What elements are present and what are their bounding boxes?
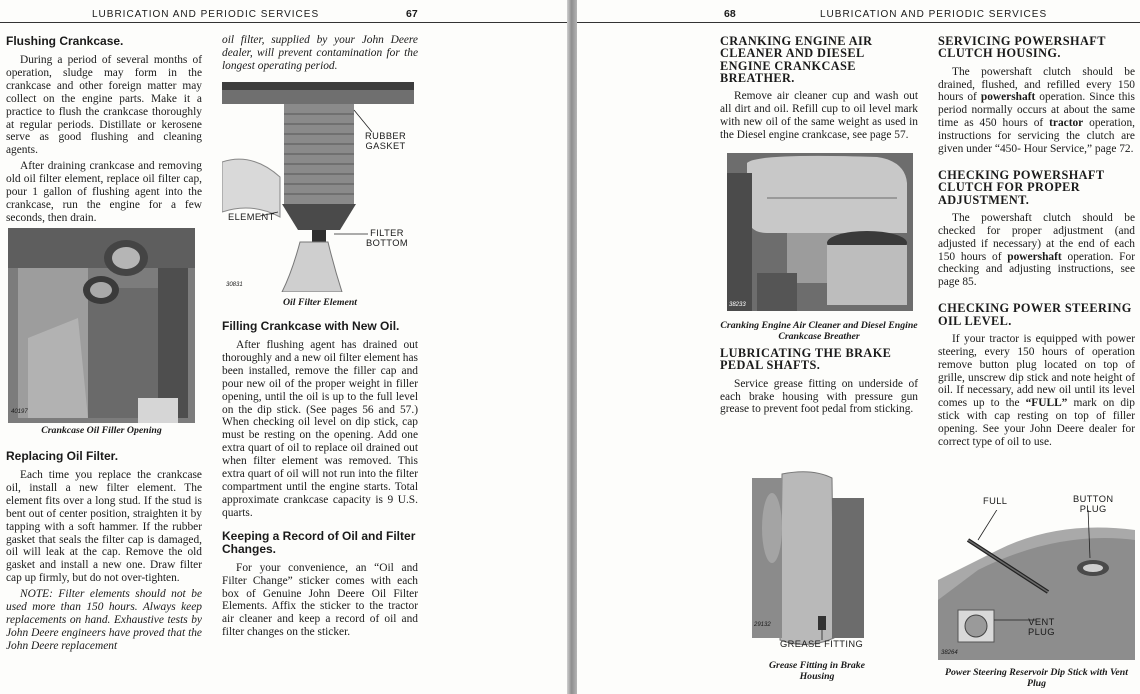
section-title-steering: CHECKING POWER STEERING OIL LEVEL.: [938, 301, 1132, 328]
figure-caption: Oil Filter Element: [282, 297, 358, 308]
note-continued: oil filter, supplied by your John Deere dealer, will prevent contamination for the longest operating period.: [222, 34, 418, 72]
right-column-1: [720, 35, 918, 142]
figure-number: 40197: [11, 409, 28, 415]
section-title-record: Keeping a Record of Oil and Filter Changes.: [222, 528, 416, 556]
figure-caption: Cranking Engine Air Cleaner and Diesel Engine Crankcase Breather: [720, 320, 918, 342]
text-span: The powershaft clutch should be drained, flushed, and refilled every 150 hours of: [938, 65, 1135, 104]
brake-housing-photo: [752, 468, 864, 650]
emphasis: powershaft: [980, 91, 1036, 104]
text-span: If your tractor is equipped with power steering, every 150 hours of operation remove button plug located on top of grille, unscrew dip stick and note height of oil. If necessary, add new oil until its level comes up to the: [938, 332, 1135, 410]
paragraph: [938, 333, 1135, 449]
header-rule: [0, 22, 567, 23]
section-title-filling: Filling Crankcase with New Oil.: [222, 319, 400, 333]
book-gutter: [567, 0, 577, 694]
page-number: 67: [406, 8, 418, 20]
left-page: [0, 0, 567, 694]
running-header: LUBRICATION AND PERIODIC SERVICES: [820, 9, 1048, 20]
running-header: LUBRICATION AND PERIODIC SERVICES: [92, 9, 320, 20]
section-title-brake: LUBRICATING THE BRAKE PEDAL SHAFTS.: [720, 346, 892, 373]
vent-plug-label: VENT PLUG: [1028, 617, 1055, 637]
section-title-replacing: Replacing Oil Filter.: [6, 449, 119, 463]
right-column-1-lower: [720, 347, 918, 416]
figure-number: 30831: [226, 282, 243, 288]
paragraph: Service grease fitting on underside of each brake housing with pressure gun grease to prevent foot pedal from sticking.: [720, 377, 918, 416]
paragraph: During a period of several months of operation, sludge may form in the crankcase and other foreign matter may collect on the engine parts. Make it a practice to flush the crankcase thoroughly at regular periods. Distillate or kerosene serve as good flushing and cleaning agents.: [6, 54, 202, 157]
paragraph: [938, 212, 1135, 289]
figure-number: 29132: [754, 622, 771, 628]
filter-bottom-label: FILTER BOTTOM: [366, 228, 408, 248]
rubber-gasket-label: RUBBER GASKET: [365, 131, 407, 151]
section-title-adjustment: CHECKING POWERSHAFT CLUTCH FOR PROPER ADJUSTMENT.: [938, 167, 1105, 207]
left-column-1-lower: [6, 450, 202, 653]
left-column-1: [6, 35, 202, 225]
left-column-2: [222, 34, 418, 73]
emphasis: powershaft: [1007, 250, 1062, 263]
left-column-2-lower: [222, 320, 418, 639]
right-page: [577, 0, 1140, 694]
oil-filter-element-photo: [222, 82, 414, 292]
paragraph: For your convenience, an “Oil and Filter Change” sticker comes with each box of Genuine John Deere Oil Filter Elements. Affix the sticker to the tractor air cleaner and keep a record of oil and filter changes on the sticker.: [222, 561, 418, 639]
note-paragraph: NOTE: Filter elements should not be used more than 150 hours. Always keep replacements on hand. Exhaustive tests by John Deere engineers have proved that the John Deere replacement: [6, 588, 202, 652]
grease-fitting-label: GREASE FITTING: [780, 639, 864, 649]
button-plug-label: BUTTON PLUG: [1073, 494, 1114, 514]
emphasis: “FULL”: [1025, 397, 1068, 410]
paragraph: After flushing agent has drained out thoroughly and a new oil filter element has been installed, remove the filler cap and pour new oil of the proper weight in filler opening, until the oil is up to the full level on the dip stick. (See pages 56 and 57.) When checking oil level on dip stick, cap must be resting on the opening. Add one extra quart of oil to replace oil drained out when filter element was removed. This extra quart of oil will not run into the filter compartment until the engine starts. Total approximate crankcase capacity is 9 U.S. quarts.: [222, 339, 418, 519]
paragraph: [938, 66, 1135, 156]
text-span: operation. For checking and adjusting instructions, see page 85.: [938, 250, 1135, 289]
header-rule: [577, 22, 1140, 23]
figure-caption: Crankcase Oil Filler Opening: [41, 425, 162, 436]
figure-number: 38233: [729, 302, 746, 308]
text-span: mark on dip stick with cap resting on top of filler opening. See your John Deere dealer for correct type of oil to use.: [938, 397, 1135, 449]
right-column-2: [938, 35, 1135, 449]
paragraph: After draining crankcase and removing old oil filter element, replace oil filter cap, pour 1 gallon of flushing agent into the crankcase, run the engine for a few seconds, then drain.: [6, 160, 202, 224]
section-title-clutch: SERVICING POWERSHAFT CLUTCH HOUSING.: [938, 34, 1106, 61]
text-span: operation. Since this period normally occurs at about the same time as 450 hours of: [938, 91, 1135, 130]
crankcase-oil-filler-photo: [8, 228, 195, 423]
section-title-cranking: CRANKING ENGINE AIR CLEANER AND DIESEL ENGINE CRANKCASE BREATHER.: [720, 34, 873, 85]
element-label: ELEMENT: [228, 212, 275, 222]
text-span: The powershaft clutch should be checked for proper adjustment (and adjusted if necessary) at the end of each 150 hours of: [938, 211, 1135, 263]
paragraph: Each time you replace the crankcase oil, install a new filter element. The element fits over a long stud. If the stud is bent out of center position, straighten it by tapping with a soft hammer. If the rubber gasket that seals the filter cap is damaged, oil will leak at the cap. Remove the old gasket and install a new one. Draw filter cap up firmly, but do not over-tighten.: [6, 469, 202, 585]
air-cleaner-breather-photo: [727, 153, 913, 311]
figure-caption: Power Steering Reservoir Dip Stick with Vent Plug: [945, 667, 1128, 689]
full-label: FULL: [983, 496, 1008, 506]
emphasis: tractor: [1049, 117, 1084, 130]
figure-caption: Grease Fitting in Brake Housing: [768, 660, 866, 682]
paragraph: Remove air cleaner cup and wash out all dirt and oil. Refill cup to oil level mark with new oil of the same weight as used in the Diesel engine crankcase, see page 57.: [720, 90, 918, 141]
section-title-flushing: Flushing Crankcase.: [6, 34, 124, 48]
page-number: 68: [724, 8, 736, 20]
text-span: operation, instructions for servicing the clutch are given under “450- Hour Service,” page 72.: [938, 117, 1136, 156]
figure-number: 38264: [941, 650, 958, 656]
power-steering-reservoir-photo: [938, 510, 1135, 660]
